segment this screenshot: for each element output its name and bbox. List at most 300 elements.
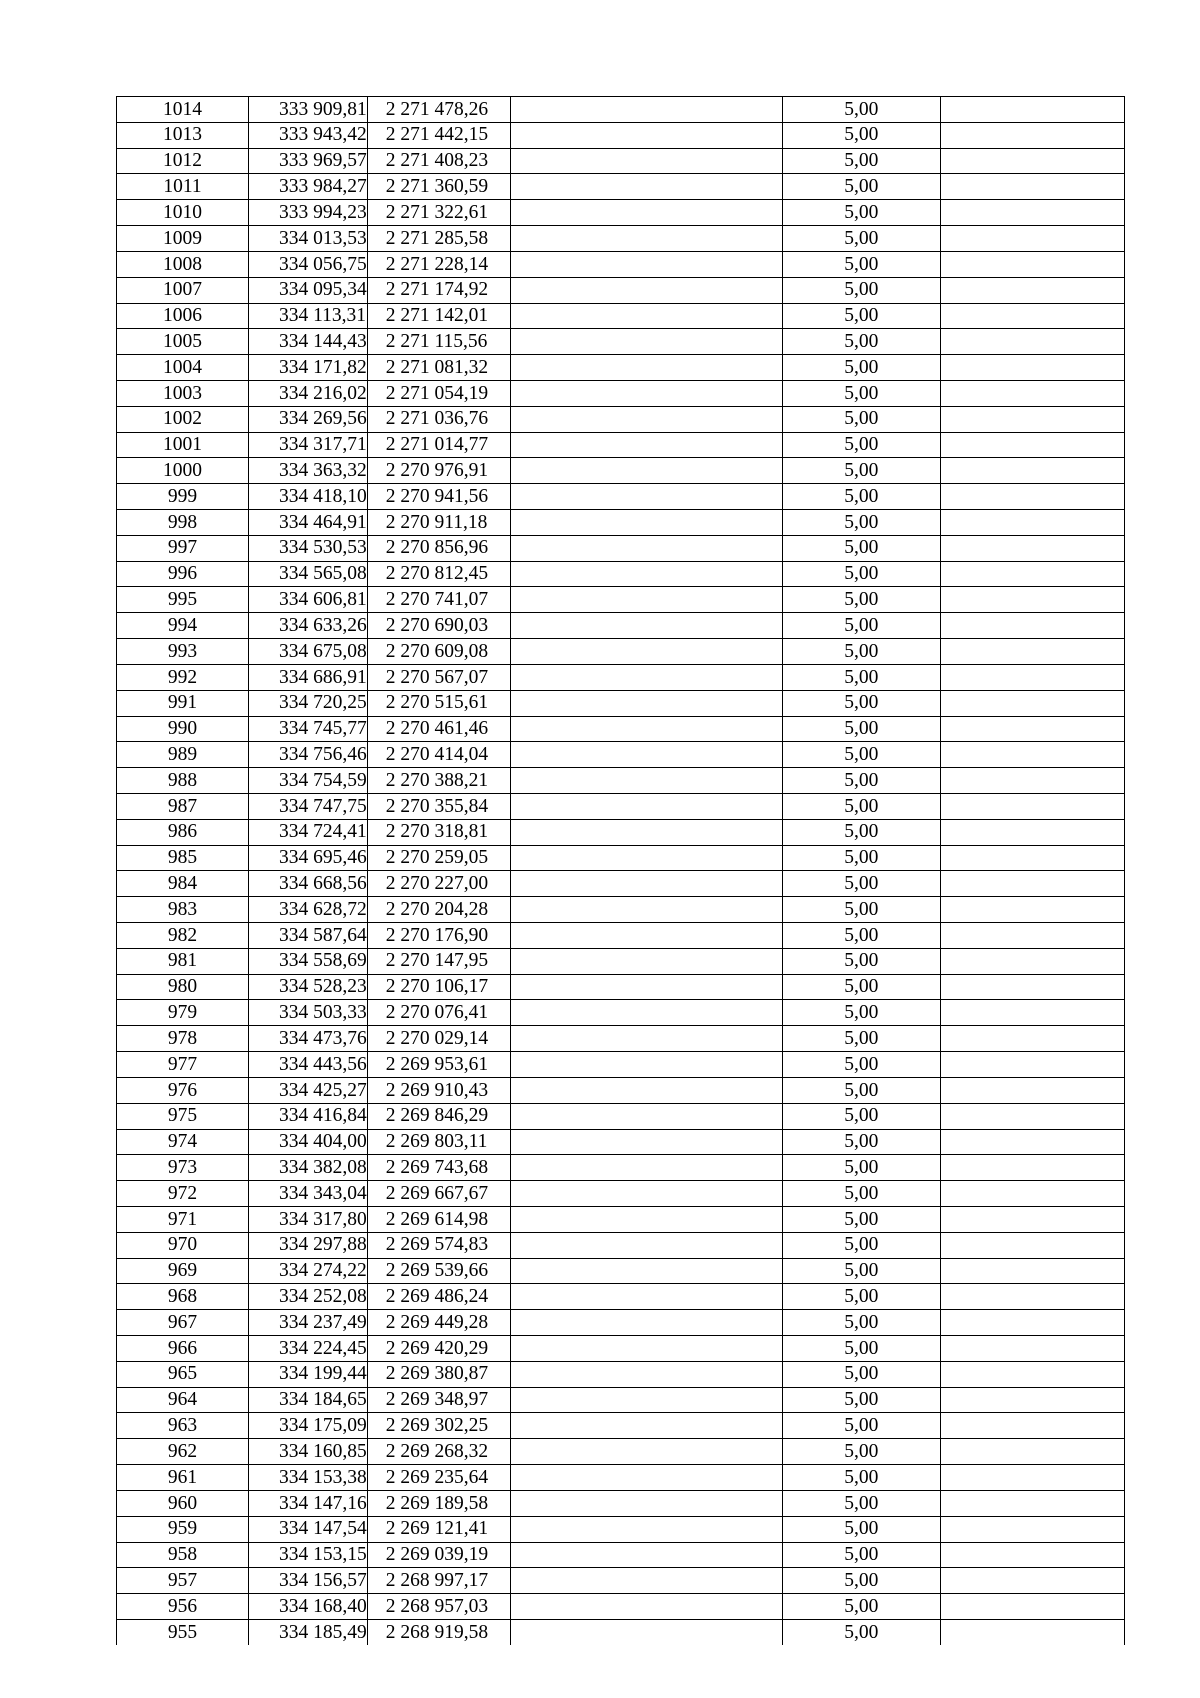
- point-number-cell: 956: [117, 1594, 249, 1620]
- y-coordinate-cell: 2 270 388,21: [367, 768, 510, 794]
- value-cell: 5,00: [782, 1103, 940, 1129]
- table-row: [117, 1284, 1125, 1310]
- note-cell: [940, 871, 1124, 897]
- empty-cell: [510, 1310, 782, 1336]
- x-coordinate-cell: 334 464,91: [249, 510, 368, 536]
- x-coordinate-cell: 334 147,54: [249, 1516, 368, 1542]
- table-row: [117, 1258, 1125, 1284]
- note-cell: [940, 1336, 1124, 1362]
- empty-cell: [510, 148, 782, 174]
- note-cell: [940, 948, 1124, 974]
- note-cell: [940, 845, 1124, 871]
- empty-cell: [510, 1077, 782, 1103]
- y-coordinate-cell: 2 270 355,84: [367, 793, 510, 819]
- value-cell: 5,00: [782, 871, 940, 897]
- value-cell: 5,00: [782, 1206, 940, 1232]
- y-coordinate-cell: 2 271 036,76: [367, 406, 510, 432]
- x-coordinate-cell: 334 530,53: [249, 535, 368, 561]
- y-coordinate-cell: 2 271 478,26: [367, 97, 510, 123]
- value-cell: 5,00: [782, 742, 940, 768]
- point-number-cell: 1008: [117, 251, 249, 277]
- point-number-cell: 1012: [117, 148, 249, 174]
- x-coordinate-cell: 333 909,81: [249, 97, 368, 123]
- point-number-cell: 1010: [117, 200, 249, 226]
- x-coordinate-cell: 334 724,41: [249, 819, 368, 845]
- value-cell: 5,00: [782, 1026, 940, 1052]
- table-row: [117, 1490, 1125, 1516]
- point-number-cell: 980: [117, 974, 249, 1000]
- point-number-cell: 994: [117, 613, 249, 639]
- value-cell: 5,00: [782, 535, 940, 561]
- y-coordinate-cell: 2 269 039,19: [367, 1542, 510, 1568]
- point-number-cell: 962: [117, 1439, 249, 1465]
- value-cell: 5,00: [782, 1619, 940, 1644]
- x-coordinate-cell: 334 252,08: [249, 1284, 368, 1310]
- value-cell: 5,00: [782, 793, 940, 819]
- y-coordinate-cell: 2 269 268,32: [367, 1439, 510, 1465]
- empty-cell: [510, 1465, 782, 1491]
- point-number-cell: 978: [117, 1026, 249, 1052]
- empty-cell: [510, 122, 782, 148]
- x-coordinate-cell: 334 587,64: [249, 923, 368, 949]
- y-coordinate-cell: 2 269 486,24: [367, 1284, 510, 1310]
- table-row: [117, 974, 1125, 1000]
- empty-cell: [510, 1181, 782, 1207]
- note-cell: [940, 1594, 1124, 1620]
- note-cell: [940, 226, 1124, 252]
- table-row: [117, 664, 1125, 690]
- empty-cell: [510, 1594, 782, 1620]
- empty-cell: [510, 561, 782, 587]
- note-cell: [940, 97, 1124, 123]
- note-cell: [940, 1361, 1124, 1387]
- note-cell: [940, 664, 1124, 690]
- empty-cell: [510, 1542, 782, 1568]
- y-coordinate-cell: 2 270 690,03: [367, 613, 510, 639]
- empty-cell: [510, 793, 782, 819]
- point-number-cell: 981: [117, 948, 249, 974]
- empty-cell: [510, 1052, 782, 1078]
- note-cell: [940, 716, 1124, 742]
- point-number-cell: 1011: [117, 174, 249, 200]
- table-row: [117, 1361, 1125, 1387]
- empty-cell: [510, 1232, 782, 1258]
- y-coordinate-cell: 2 269 449,28: [367, 1310, 510, 1336]
- value-cell: 5,00: [782, 561, 940, 587]
- value-cell: 5,00: [782, 897, 940, 923]
- table-row: [117, 1568, 1125, 1594]
- value-cell: 5,00: [782, 1129, 940, 1155]
- x-coordinate-cell: 334 745,77: [249, 716, 368, 742]
- value-cell: 5,00: [782, 664, 940, 690]
- x-coordinate-cell: 333 943,42: [249, 122, 368, 148]
- x-coordinate-cell: 334 013,53: [249, 226, 368, 252]
- y-coordinate-cell: 2 271 081,32: [367, 355, 510, 381]
- empty-cell: [510, 819, 782, 845]
- y-coordinate-cell: 2 270 318,81: [367, 819, 510, 845]
- empty-cell: [510, 1387, 782, 1413]
- point-number-cell: 1000: [117, 458, 249, 484]
- x-coordinate-cell: 334 633,26: [249, 613, 368, 639]
- point-number-cell: 992: [117, 664, 249, 690]
- empty-cell: [510, 484, 782, 510]
- table-row: [117, 1594, 1125, 1620]
- empty-cell: [510, 1026, 782, 1052]
- y-coordinate-cell: 2 270 176,90: [367, 923, 510, 949]
- y-coordinate-cell: 2 269 189,58: [367, 1490, 510, 1516]
- note-cell: [940, 1000, 1124, 1026]
- empty-cell: [510, 664, 782, 690]
- table-row: [117, 1052, 1125, 1078]
- value-cell: 5,00: [782, 1000, 940, 1026]
- value-cell: 5,00: [782, 251, 940, 277]
- point-number-cell: 996: [117, 561, 249, 587]
- table-row: [117, 793, 1125, 819]
- point-number-cell: 968: [117, 1284, 249, 1310]
- table-row: [117, 561, 1125, 587]
- point-number-cell: 984: [117, 871, 249, 897]
- point-number-cell: 977: [117, 1052, 249, 1078]
- value-cell: 5,00: [782, 122, 940, 148]
- y-coordinate-cell: 2 271 054,19: [367, 380, 510, 406]
- table-row: [117, 148, 1125, 174]
- note-cell: [940, 148, 1124, 174]
- point-number-cell: 970: [117, 1232, 249, 1258]
- table-row: [117, 406, 1125, 432]
- value-cell: 5,00: [782, 355, 940, 381]
- y-coordinate-cell: 2 271 285,58: [367, 226, 510, 252]
- empty-cell: [510, 1619, 782, 1644]
- empty-cell: [510, 277, 782, 303]
- empty-cell: [510, 458, 782, 484]
- note-cell: [940, 484, 1124, 510]
- note-cell: [940, 329, 1124, 355]
- empty-cell: [510, 1284, 782, 1310]
- y-coordinate-cell: 2 271 014,77: [367, 432, 510, 458]
- empty-cell: [510, 1516, 782, 1542]
- y-coordinate-cell: 2 269 803,11: [367, 1129, 510, 1155]
- x-coordinate-cell: 334 668,56: [249, 871, 368, 897]
- value-cell: 5,00: [782, 587, 940, 613]
- point-number-cell: 955: [117, 1619, 249, 1644]
- table-row: [117, 1542, 1125, 1568]
- empty-cell: [510, 200, 782, 226]
- x-coordinate-cell: 334 237,49: [249, 1310, 368, 1336]
- x-coordinate-cell: 334 171,82: [249, 355, 368, 381]
- note-cell: [940, 1103, 1124, 1129]
- value-cell: 5,00: [782, 148, 940, 174]
- y-coordinate-cell: 2 270 029,14: [367, 1026, 510, 1052]
- table-row: [117, 226, 1125, 252]
- x-coordinate-cell: 334 056,75: [249, 251, 368, 277]
- table-row: [117, 1103, 1125, 1129]
- value-cell: 5,00: [782, 1052, 940, 1078]
- point-number-cell: 1009: [117, 226, 249, 252]
- empty-cell: [510, 690, 782, 716]
- empty-cell: [510, 97, 782, 123]
- x-coordinate-cell: 334 675,08: [249, 639, 368, 665]
- y-coordinate-cell: 2 269 846,29: [367, 1103, 510, 1129]
- x-coordinate-cell: 334 343,04: [249, 1181, 368, 1207]
- point-number-cell: 957: [117, 1568, 249, 1594]
- value-cell: 5,00: [782, 1284, 940, 1310]
- note-cell: [940, 1155, 1124, 1181]
- note-cell: [940, 122, 1124, 148]
- note-cell: [940, 742, 1124, 768]
- value-cell: 5,00: [782, 716, 940, 742]
- x-coordinate-cell: 334 153,15: [249, 1542, 368, 1568]
- coordinates-table: [116, 96, 1125, 1645]
- point-number-cell: 967: [117, 1310, 249, 1336]
- empty-cell: [510, 510, 782, 536]
- table-row: [117, 380, 1125, 406]
- value-cell: 5,00: [782, 1490, 940, 1516]
- x-coordinate-cell: 334 565,08: [249, 561, 368, 587]
- note-cell: [940, 200, 1124, 226]
- point-number-cell: 1001: [117, 432, 249, 458]
- point-number-cell: 997: [117, 535, 249, 561]
- x-coordinate-cell: 334 628,72: [249, 897, 368, 923]
- value-cell: 5,00: [782, 1077, 940, 1103]
- y-coordinate-cell: 2 270 461,46: [367, 716, 510, 742]
- note-cell: [940, 1026, 1124, 1052]
- point-number-cell: 985: [117, 845, 249, 871]
- point-number-cell: 973: [117, 1155, 249, 1181]
- note-cell: [940, 1181, 1124, 1207]
- value-cell: 5,00: [782, 1336, 940, 1362]
- table-row: [117, 923, 1125, 949]
- y-coordinate-cell: 2 269 614,98: [367, 1206, 510, 1232]
- empty-cell: [510, 1490, 782, 1516]
- point-number-cell: 958: [117, 1542, 249, 1568]
- y-coordinate-cell: 2 271 142,01: [367, 303, 510, 329]
- y-coordinate-cell: 2 269 380,87: [367, 1361, 510, 1387]
- empty-cell: [510, 1258, 782, 1284]
- empty-cell: [510, 1103, 782, 1129]
- table-row: [117, 1129, 1125, 1155]
- table-row: [117, 587, 1125, 613]
- table-row: [117, 897, 1125, 923]
- point-number-cell: 995: [117, 587, 249, 613]
- y-coordinate-cell: 2 268 957,03: [367, 1594, 510, 1620]
- value-cell: 5,00: [782, 1232, 940, 1258]
- point-number-cell: 974: [117, 1129, 249, 1155]
- value-cell: 5,00: [782, 1361, 940, 1387]
- note-cell: [940, 458, 1124, 484]
- y-coordinate-cell: 2 269 302,25: [367, 1413, 510, 1439]
- x-coordinate-cell: 334 160,85: [249, 1439, 368, 1465]
- point-number-cell: 1003: [117, 380, 249, 406]
- note-cell: [940, 1465, 1124, 1491]
- y-coordinate-cell: 2 270 227,00: [367, 871, 510, 897]
- y-coordinate-cell: 2 270 106,17: [367, 974, 510, 1000]
- note-cell: [940, 1516, 1124, 1542]
- value-cell: 5,00: [782, 1568, 940, 1594]
- point-number-cell: 982: [117, 923, 249, 949]
- empty-cell: [510, 1361, 782, 1387]
- point-number-cell: 971: [117, 1206, 249, 1232]
- empty-cell: [510, 329, 782, 355]
- empty-cell: [510, 923, 782, 949]
- note-cell: [940, 251, 1124, 277]
- x-coordinate-cell: 334 416,84: [249, 1103, 368, 1129]
- x-coordinate-cell: 334 528,23: [249, 974, 368, 1000]
- x-coordinate-cell: 334 317,80: [249, 1206, 368, 1232]
- table-row: [117, 1181, 1125, 1207]
- note-cell: [940, 355, 1124, 381]
- table-row: [117, 1026, 1125, 1052]
- note-cell: [940, 793, 1124, 819]
- empty-cell: [510, 845, 782, 871]
- table-row: [117, 174, 1125, 200]
- x-coordinate-cell: 334 695,46: [249, 845, 368, 871]
- y-coordinate-cell: 2 271 408,23: [367, 148, 510, 174]
- value-cell: 5,00: [782, 1155, 940, 1181]
- note-cell: [940, 535, 1124, 561]
- y-coordinate-cell: 2 270 414,04: [367, 742, 510, 768]
- y-coordinate-cell: 2 269 574,83: [367, 1232, 510, 1258]
- table-row: [117, 819, 1125, 845]
- note-cell: [940, 768, 1124, 794]
- x-coordinate-cell: 334 168,40: [249, 1594, 368, 1620]
- x-coordinate-cell: 334 606,81: [249, 587, 368, 613]
- y-coordinate-cell: 2 270 204,28: [367, 897, 510, 923]
- value-cell: 5,00: [782, 226, 940, 252]
- table-row: [117, 1206, 1125, 1232]
- value-cell: 5,00: [782, 200, 940, 226]
- empty-cell: [510, 1413, 782, 1439]
- value-cell: 5,00: [782, 690, 940, 716]
- note-cell: [940, 1052, 1124, 1078]
- point-number-cell: 1014: [117, 97, 249, 123]
- point-number-cell: 960: [117, 1490, 249, 1516]
- point-number-cell: 961: [117, 1465, 249, 1491]
- table-row: [117, 1000, 1125, 1026]
- note-cell: [940, 1206, 1124, 1232]
- empty-cell: [510, 303, 782, 329]
- y-coordinate-cell: 2 269 235,64: [367, 1465, 510, 1491]
- x-coordinate-cell: 334 686,91: [249, 664, 368, 690]
- point-number-cell: 988: [117, 768, 249, 794]
- note-cell: [940, 1129, 1124, 1155]
- note-cell: [940, 819, 1124, 845]
- value-cell: 5,00: [782, 484, 940, 510]
- x-coordinate-cell: 334 184,65: [249, 1387, 368, 1413]
- x-coordinate-cell: 334 216,02: [249, 380, 368, 406]
- y-coordinate-cell: 2 271 174,92: [367, 277, 510, 303]
- y-coordinate-cell: 2 270 741,07: [367, 587, 510, 613]
- y-coordinate-cell: 2 269 121,41: [367, 1516, 510, 1542]
- empty-cell: [510, 742, 782, 768]
- point-number-cell: 975: [117, 1103, 249, 1129]
- table-row: [117, 1232, 1125, 1258]
- x-coordinate-cell: 334 153,38: [249, 1465, 368, 1491]
- value-cell: 5,00: [782, 458, 940, 484]
- empty-cell: [510, 613, 782, 639]
- table-row: [117, 742, 1125, 768]
- x-coordinate-cell: 334 418,10: [249, 484, 368, 510]
- point-number-cell: 964: [117, 1387, 249, 1413]
- table-row: [117, 1310, 1125, 1336]
- note-cell: [940, 1413, 1124, 1439]
- value-cell: 5,00: [782, 1387, 940, 1413]
- empty-cell: [510, 587, 782, 613]
- table-row: [117, 277, 1125, 303]
- x-coordinate-cell: 334 185,49: [249, 1619, 368, 1644]
- empty-cell: [510, 768, 782, 794]
- note-cell: [940, 1232, 1124, 1258]
- y-coordinate-cell: 2 269 910,43: [367, 1077, 510, 1103]
- point-number-cell: 1002: [117, 406, 249, 432]
- point-number-cell: 993: [117, 639, 249, 665]
- x-coordinate-cell: 334 443,56: [249, 1052, 368, 1078]
- value-cell: 5,00: [782, 303, 940, 329]
- note-cell: [940, 303, 1124, 329]
- point-number-cell: 1013: [117, 122, 249, 148]
- y-coordinate-cell: 2 270 259,05: [367, 845, 510, 871]
- y-coordinate-cell: 2 268 997,17: [367, 1568, 510, 1594]
- y-coordinate-cell: 2 270 515,61: [367, 690, 510, 716]
- note-cell: [940, 380, 1124, 406]
- table-row: [117, 768, 1125, 794]
- empty-cell: [510, 1439, 782, 1465]
- x-coordinate-cell: 334 156,57: [249, 1568, 368, 1594]
- value-cell: 5,00: [782, 819, 940, 845]
- table-row: [117, 535, 1125, 561]
- table-row: [117, 97, 1125, 123]
- y-coordinate-cell: 2 270 856,96: [367, 535, 510, 561]
- empty-cell: [510, 974, 782, 1000]
- point-number-cell: 987: [117, 793, 249, 819]
- point-number-cell: 959: [117, 1516, 249, 1542]
- table-row: [117, 1387, 1125, 1413]
- empty-cell: [510, 355, 782, 381]
- empty-cell: [510, 1206, 782, 1232]
- empty-cell: [510, 535, 782, 561]
- note-cell: [940, 406, 1124, 432]
- note-cell: [940, 277, 1124, 303]
- value-cell: 5,00: [782, 97, 940, 123]
- point-number-cell: 979: [117, 1000, 249, 1026]
- empty-cell: [510, 432, 782, 458]
- x-coordinate-cell: 334 144,43: [249, 329, 368, 355]
- empty-cell: [510, 174, 782, 200]
- empty-cell: [510, 406, 782, 432]
- value-cell: 5,00: [782, 1258, 940, 1284]
- point-number-cell: 976: [117, 1077, 249, 1103]
- note-cell: [940, 897, 1124, 923]
- y-coordinate-cell: 2 270 976,91: [367, 458, 510, 484]
- table-row: [117, 432, 1125, 458]
- point-number-cell: 969: [117, 1258, 249, 1284]
- note-cell: [940, 561, 1124, 587]
- empty-cell: [510, 1568, 782, 1594]
- note-cell: [940, 587, 1124, 613]
- x-coordinate-cell: 334 224,45: [249, 1336, 368, 1362]
- note-cell: [940, 1387, 1124, 1413]
- table-row: [117, 200, 1125, 226]
- value-cell: 5,00: [782, 510, 940, 536]
- x-coordinate-cell: 334 558,69: [249, 948, 368, 974]
- value-cell: 5,00: [782, 948, 940, 974]
- y-coordinate-cell: 2 271 442,15: [367, 122, 510, 148]
- table-row: [117, 355, 1125, 381]
- table-row: [117, 690, 1125, 716]
- value-cell: 5,00: [782, 1439, 940, 1465]
- x-coordinate-cell: 334 747,75: [249, 793, 368, 819]
- x-coordinate-cell: 334 113,31: [249, 303, 368, 329]
- note-cell: [940, 1490, 1124, 1516]
